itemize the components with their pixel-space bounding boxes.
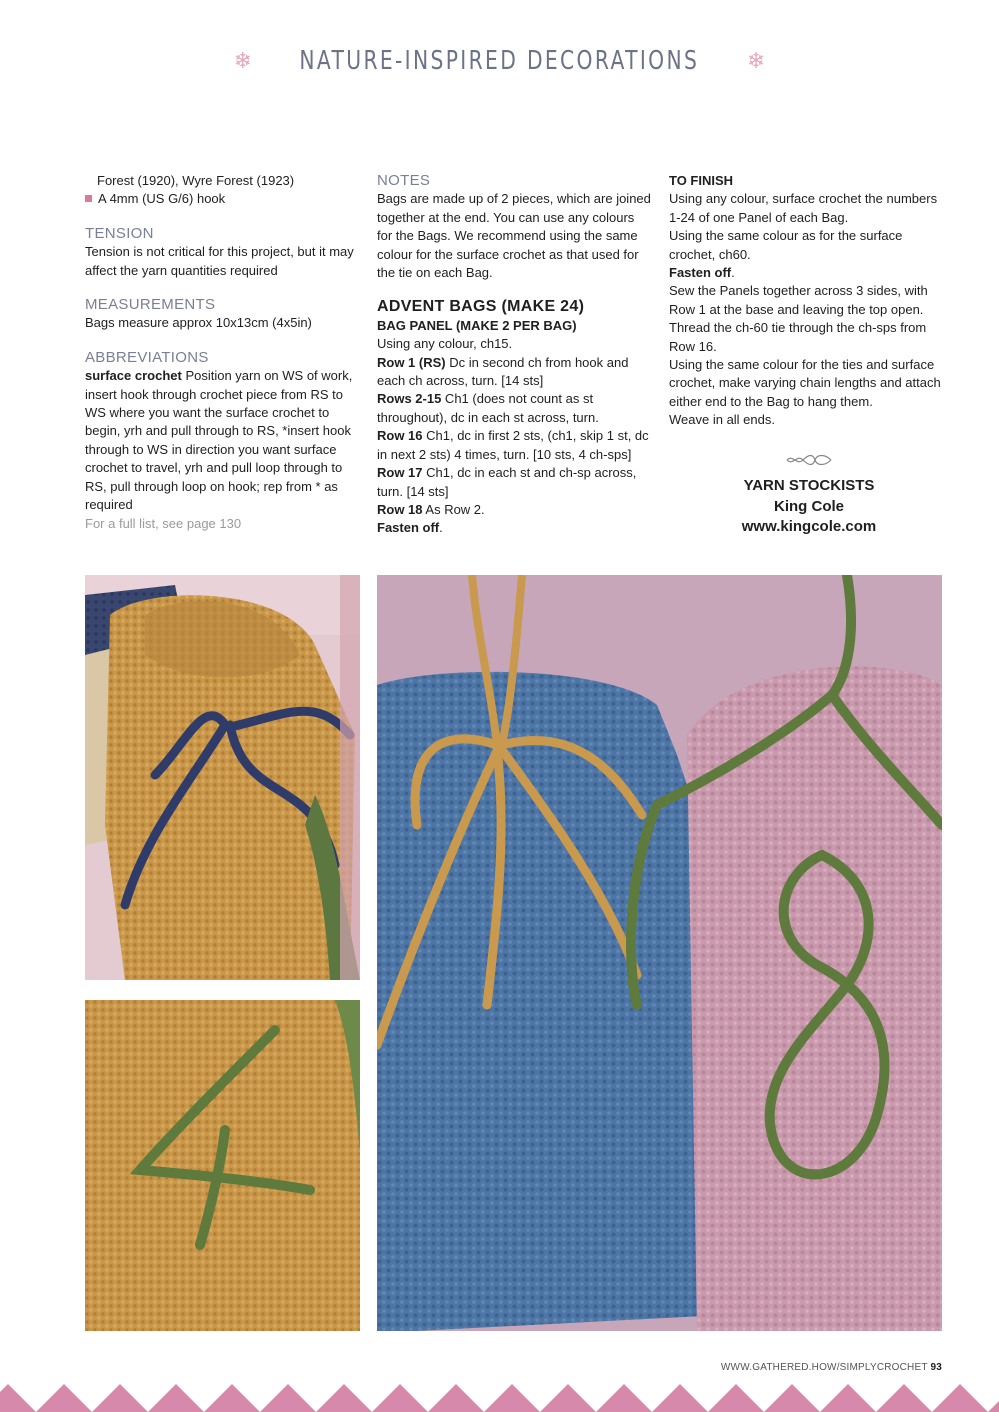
zigzag-triangle <box>876 1384 932 1412</box>
zigzag-triangle <box>764 1384 820 1412</box>
zigzag-triangle <box>932 1384 988 1412</box>
abbreviation-term: surface crochet <box>85 368 182 384</box>
zigzag-triangle <box>540 1384 596 1412</box>
zigzag-triangle <box>260 1384 316 1412</box>
abbreviation-definition: Position yarn on WS of work, insert hook through crochet piece from RS to WS where you want the surface crochet to begin, yrh and pull through to RS, *insert hook through to WS in direction you want surface crochet to travel, yrh and pull loop through to RS, pull through loop on hook; rep from * as required <box>85 368 353 513</box>
row-instruction: Ch1, dc in first 2 sts, (ch1, skip 1 st, dc in next 2 sts) 4 times, turn. [10 sts, 4 ch-sps] <box>377 428 649 462</box>
ornament-divider-icon <box>669 452 949 470</box>
finish-step: Weave in all ends. <box>669 412 775 428</box>
snowflake-icon: ❄ <box>746 48 766 74</box>
zigzag-triangle <box>988 1384 999 1412</box>
yarn-list-continuation: Forest (1920), Wyre Forest (1923) <box>97 173 295 188</box>
column-materials <box>85 172 360 533</box>
to-finish-heading: TO FINISH <box>669 173 734 188</box>
column-finishing <box>669 172 949 538</box>
pattern-row <box>377 354 652 391</box>
finish-step: Using any colour, surface crochet the numbers 1-24 of one Panel of each Bag. <box>669 191 938 225</box>
zigzag-triangle <box>316 1384 372 1412</box>
measurements-heading: MEASUREMENTS <box>85 296 216 314</box>
abbreviation-surface-crochet <box>85 367 360 514</box>
finish-step: Sew the Panels together across 3 sides, with Row 1 at the base and leaving the top open. <box>669 283 928 317</box>
notes-text: Bags are made up of 2 pieces, which are joined together at the end. You can use any colours for the Bags. We recommend using the same colour for the surface crochet as that used for the tie on each Bag. <box>377 191 651 281</box>
page-title: NATURE-INSPIRED DECORATIONS <box>299 46 700 76</box>
fasten-off-dot: . <box>439 520 443 536</box>
stockists-brand: King Cole <box>774 497 844 515</box>
zigzag-triangle <box>428 1384 484 1412</box>
hook-item <box>85 190 360 208</box>
tension-heading: TENSION <box>85 224 154 242</box>
zigzag-triangle <box>148 1384 204 1412</box>
row-label: Row 16 <box>377 428 423 444</box>
zigzag-triangle <box>372 1384 428 1412</box>
zigzag-triangle <box>820 1384 876 1412</box>
pattern-row <box>377 501 652 519</box>
yarn-stockists <box>669 476 949 538</box>
fasten-off-dot: . <box>731 265 735 281</box>
row-instruction: Ch1 (does not count as st throughout), dc in each st across, turn. <box>377 391 599 425</box>
row-instruction: Dc in second ch from hook and each ch across, turn. [14 sts] <box>377 354 629 389</box>
row-label: Row 18 <box>377 501 423 517</box>
finish-step: Using the same colour as for the surface crochet, ch60. <box>669 228 903 262</box>
fasten-off <box>377 519 652 537</box>
fasten-off-label: Fasten off <box>669 265 732 281</box>
snowflake-icon: ❄ <box>233 48 253 74</box>
full-list-reference: For a full list, see page 130 <box>85 515 242 531</box>
finish-step: Using the same colour for the ties and surface crochet, make varying chain lengths and attach either end to the Bag to hang them. <box>669 357 941 409</box>
column-pattern <box>377 172 652 538</box>
site-url[interactable]: WWW.GATHERED.HOW/SIMPLYCROCHET <box>720 1362 928 1373</box>
zigzag-triangle <box>484 1384 540 1412</box>
zigzag-border <box>0 1380 999 1412</box>
zigzag-triangle <box>596 1384 652 1412</box>
fasten-off-label: Fasten off <box>377 520 440 536</box>
stockists-url[interactable]: www.kingcole.com <box>741 518 877 536</box>
pattern-row <box>377 464 652 501</box>
zigzag-triangle <box>92 1384 148 1412</box>
measurements-text: Bags measure approx 10x13cm (4x5in) <box>85 315 312 331</box>
zigzag-triangle <box>0 1384 36 1412</box>
zigzag-triangle <box>204 1384 260 1412</box>
abbreviations-heading: ABBREVIATIONS <box>85 348 209 366</box>
photo-mustard-bag <box>85 575 360 980</box>
photo-number-4-panel <box>85 1000 360 1331</box>
bag-panel-heading: BAG PANEL (MAKE 2 PER BAG) <box>377 317 577 333</box>
row-label: Row 1 (RS) <box>377 354 446 370</box>
advent-bags-heading: ADVENT BAGS (MAKE 24) <box>377 298 585 316</box>
panel-intro: Using any colour, ch15. <box>377 336 513 352</box>
zigzag-triangle <box>36 1384 92 1412</box>
fasten-off <box>669 264 949 282</box>
row-instruction: Ch1, dc in each st and ch-sp across, turn. [14 sts] <box>377 465 637 499</box>
footer-url[interactable] <box>721 1362 942 1373</box>
row-label: Row 17 <box>377 465 423 481</box>
stockists-heading: YARN STOCKISTS <box>743 477 875 495</box>
tension-text: Tension is not critical for this project, but it may affect the yarn quantities required <box>85 244 354 278</box>
finish-step: Thread the ch-60 tie through the ch-sps from Row 16. <box>669 320 927 354</box>
row-label: Rows 2-15 <box>377 391 442 407</box>
pattern-row <box>377 427 652 464</box>
pattern-row <box>377 390 652 427</box>
zigzag-triangle <box>652 1384 708 1412</box>
bullet-icon <box>85 195 92 202</box>
row-instruction: As Row 2. <box>422 501 485 517</box>
page-number: 93 <box>930 1362 942 1373</box>
zigzag-triangle <box>708 1384 764 1412</box>
hook-text: A 4mm (US G/6) hook <box>98 191 226 207</box>
photo-blue-and-pink-bags <box>377 575 942 1331</box>
page-header <box>0 46 999 76</box>
notes-heading: NOTES <box>377 172 431 189</box>
